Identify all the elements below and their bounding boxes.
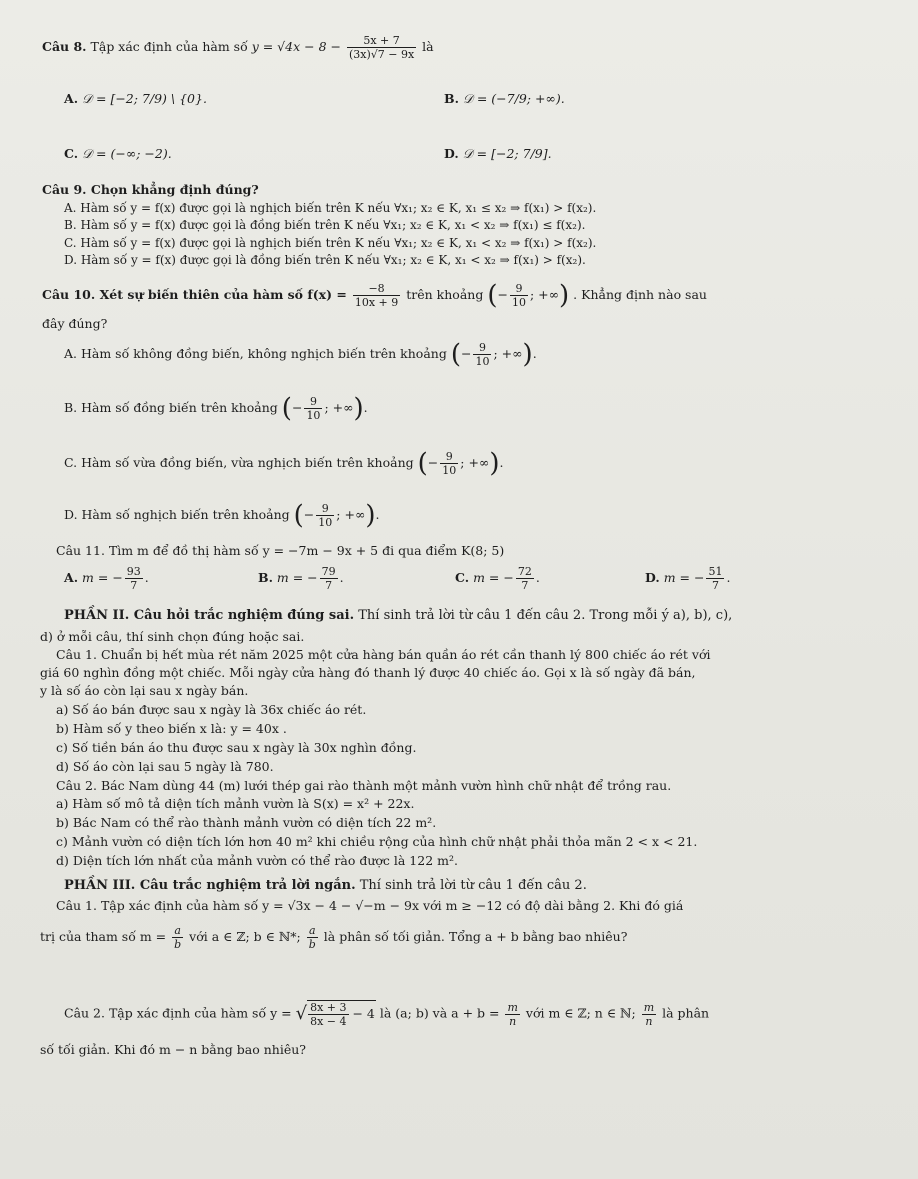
q10-c-den: 10 [442, 464, 457, 477]
part3-q1-suffix: là phân số tối giản. Tổng a + b bằng bao nhiêu? [323, 929, 628, 944]
part3-q1-frac-num: a [172, 924, 183, 938]
q10-option-d[interactable]: D. Hàm số nghịch biến trên khoảng (− $\frac{9}{10}$ ; +∞). [64, 500, 380, 531]
q8-frac-num: 5x + 7 [347, 34, 416, 48]
part2-q1-statement-d[interactable]: d) Số áo còn lại sau 5 ngày là 780. [56, 759, 274, 774]
q8-option-a[interactable] [64, 91, 207, 107]
q10-interval-frac [510, 282, 528, 309]
q10-d-right: ; +∞ [336, 507, 366, 522]
q11-a-label: A. [64, 570, 79, 585]
part3-q2-sqrt-tail: − 4 [352, 1006, 375, 1021]
q8-text: Tập xác định của hàm số [90, 39, 248, 54]
part3-q2-line2: số tối giản. Khi đó m − n bằng bao nhiêu? [40, 1042, 306, 1057]
q8-option-b-label: B. [444, 91, 459, 106]
q11-option-a[interactable]: A. m = − $\frac{93}{7}$ . [64, 565, 149, 592]
q10-c-sign: − [427, 455, 439, 470]
part2-q2-statement-c[interactable]: c) Mảnh vườn có diện tích lớn hơn 40 m² khi chiều rộng của hình chữ nhật phải thỏa mãn 2 < x < 21. [56, 834, 698, 849]
part2-q2-statement-b[interactable]: b) Bác Nam có thể rào thành mảnh vườn có diện tích 22 m². [56, 815, 437, 830]
q11-a-den: 7 [130, 579, 138, 592]
q10-b-sign: − [291, 400, 303, 415]
q11-stem: Câu 11. Tìm m để đồ thị hàm số y = −7m − 9x + 5 đi qua điểm K(8; 5) [56, 543, 505, 558]
q8-option-d[interactable] [444, 146, 552, 162]
q8-option-d-text: 𝒟 = [−2; 7/9]. [462, 146, 552, 161]
q10-option-b-text: B. Hàm số đồng biến trên khoảng [64, 400, 278, 415]
q10-interval-right: ; +∞ [529, 287, 560, 302]
part3-q2-sqrt-den: 8x − 4 [310, 1015, 347, 1028]
q10-d-den: 10 [318, 516, 333, 529]
q10-option-d-text: D. Hàm số nghịch biến trên khoảng [64, 507, 290, 522]
q11-b-label: B. [258, 570, 273, 585]
q8-option-d-label: D. [444, 146, 459, 161]
q10-option-a-text: A. Hàm số không đồng biến, không nghịch biến trên khoảng [64, 346, 447, 361]
q11-d-num: 51 [708, 565, 723, 578]
q8-option-c[interactable] [64, 146, 172, 162]
part3-q1-frac2-den: b [308, 938, 316, 951]
q11-b-pre: m = − [276, 570, 318, 585]
part2-q1-statement-c[interactable]: c) Số tiền bán áo thu được sau x ngày là 30x nghìn đồng. [56, 740, 417, 755]
q9-stem: Câu 9. Chọn khẳng định đúng? [42, 182, 259, 197]
q9-option-c[interactable]: C. Hàm số y = f(x) được gọi là nghịch biến trên K nếu ∀x₁; x₂ ∈ K, x₁ < x₂ ⇒ f(x₁) > f(x₂). [64, 236, 597, 250]
part3-heading [64, 878, 587, 894]
part2-heading [64, 608, 732, 624]
q8-option-b[interactable] [444, 91, 565, 107]
part2-q2-statement-d[interactable]: d) Diện tích lớn nhất của mảnh vườn có thể rào được là 122 m². [56, 853, 458, 868]
q10-stem [42, 282, 707, 309]
q10-a-sign: − [460, 346, 472, 361]
part3-q2-mid: là (a; b) và a + b = [379, 1005, 500, 1021]
part3-q1-frac2-num: a [307, 924, 318, 938]
q10-frac-den: 10x + 9 [354, 296, 399, 309]
part3-q2-prefix: Câu 2. Tập xác định của hàm số y = [64, 1005, 292, 1021]
q8-frac-den: (3x)√7 − 9x [348, 48, 415, 61]
q10-open-paren: ( [487, 280, 498, 311]
part2-q1-statement-b[interactable]: b) Hàm số y theo biến x là: y = 40x . [56, 721, 287, 736]
q10-interval-den: 10 [511, 296, 526, 309]
q8-option-c-label: C. [64, 146, 79, 161]
part3-q2-sqrt-num: 8x + 3 [310, 1001, 347, 1014]
part2-heading-line2: d) ở mỗi câu, thí sinh chọn đúng hoặc sai. [40, 629, 305, 644]
part2-q1-line3: y là số áo còn lại sau x ngày bán. [40, 683, 249, 698]
q10-option-a[interactable]: A. Hàm số không đồng biến, không nghịch biến trên khoảng (− $\frac{9}{10}$ ; +∞). [64, 339, 537, 370]
q10-option-b[interactable]: B. Hàm số đồng biến trên khoảng (− $\frac{9}{10}$ ; +∞). [64, 393, 368, 424]
part2-q1-statement-a[interactable]: a) Số áo bán được sau x ngày là 36x chiếc áo rét. [56, 702, 367, 717]
q11-d-label: D. [645, 570, 660, 585]
q11-c-pre: m = − [473, 570, 514, 585]
part2-instructions: Thí sinh trả lời từ câu 1 đến câu 2. Trong mỗi ý a), b), c), [358, 608, 733, 623]
part3-q2-suffix: là phân [662, 1005, 710, 1021]
q10-close-paren: ) [559, 280, 570, 311]
q10-b-right: ; +∞ [324, 400, 354, 415]
part3-q1-frac-den: b [174, 938, 182, 951]
q8-label: Câu 8. [42, 39, 87, 54]
q11-c-num: 72 [517, 565, 532, 578]
part3-q1-conditions: với a ∈ ℤ; b ∈ ℕ*; [189, 929, 301, 944]
part3-q2-frac2-den: n [645, 1014, 653, 1028]
q10-a-right: ; +∞ [493, 346, 523, 361]
part3-instructions: Thí sinh trả lời từ câu 1 đến câu 2. [359, 878, 587, 893]
q8-option-c-text: 𝒟 = (−∞; −2). [82, 146, 172, 161]
q10-a-num: 9 [473, 341, 491, 355]
q10-a-den: 10 [475, 355, 490, 368]
part3-q1-prefix: trị của tham số m = [40, 929, 167, 944]
part2-title: PHẦN II. Câu hỏi trắc nghiệm đúng sai. [64, 608, 355, 623]
q10-stem-text: Câu 10. Xét sự biến thiên của hàm số f(x) = [42, 287, 347, 302]
part3-q2-frac-num: m [507, 1000, 518, 1014]
q8-fraction [347, 34, 416, 61]
part2-q1-line2: giá 60 nghìn đồng một chiếc. Mỗi ngày cửa hàng đó thanh lý được 40 chiếc áo. Gọi x là số ngày đã bán, [40, 665, 696, 680]
q11-b-den: 7 [325, 579, 333, 592]
q10-b-den: 10 [306, 409, 321, 422]
q11-option-b[interactable]: B. m = − $\frac{79}{7}$ . [258, 565, 344, 592]
q11-c-den: 7 [521, 579, 529, 592]
q8-option-b-text: 𝒟 = (−7/9; +∞). [462, 91, 565, 106]
q10-option-c[interactable]: C. Hàm số vừa đồng biến, vừa nghịch biến trên khoảng (− $\frac{9}{10}$ ; +∞). [64, 448, 504, 479]
q9-option-b[interactable]: B. Hàm số y = f(x) được gọi là đồng biến trên K nếu ∀x₁; x₂ ∈ K, x₁ < x₂ ⇒ f(x₁) ≤ f(x₂). [64, 218, 586, 232]
q10-stem-line2: đây đúng? [42, 316, 108, 331]
part3-q2-line1: Câu 2. Tập xác định của hàm số y = √ $\frac{8x + 3}{8x - 4}$ − 4 là (a; b) và a + b = $\frac{m}{n}$ với m ∈ ℤ; n ∈ ℕ; $\frac{m}{n}$ là phân [64, 1000, 710, 1028]
q8-func: y = √4x − 8 − [251, 39, 341, 54]
q10-fraction [353, 282, 400, 309]
part2-q2-line1: Câu 2. Bác Nam dùng 44 (m) lưới thép gai rào thành một mảnh vườn hình chữ nhật để trồng rau. [56, 778, 672, 793]
part3-q2-frac2-num: m [643, 1000, 655, 1014]
q9-option-d[interactable]: D. Hàm số y = f(x) được gọi là đồng biến trên K nếu ∀x₁; x₂ ∈ K, x₁ < x₂ ⇒ f(x₁) > f(x₂). [64, 253, 586, 267]
q9-option-a[interactable]: A. Hàm số y = f(x) được gọi là nghịch biến trên K nếu ∀x₁; x₂ ∈ K, x₁ ≤ x₂ ⇒ f(x₁) > f(x₂). [64, 201, 597, 215]
q11-d-den: 7 [711, 579, 719, 592]
q11-d-pre: m = − [663, 570, 705, 585]
q10-stem-end: . Khẳng định nào sau [573, 287, 707, 302]
q11-b-num: 79 [321, 565, 336, 578]
q11-c-label: C. [455, 570, 470, 585]
q11-option-c[interactable]: C. m = − $\frac{72}{7}$ . [455, 565, 540, 592]
q10-interval-num: 9 [510, 282, 528, 296]
q10-d-sign: − [303, 507, 315, 522]
q10-c-right: ; +∞ [460, 455, 490, 470]
q10-option-c-text: C. Hàm số vừa đồng biến, vừa nghịch biến trên khoảng [64, 455, 414, 470]
part3-q1-line1: Câu 1. Tập xác định của hàm số y = √3x − 4 − √−m − 9x với m ≥ −12 có độ dài bằng 2. Khi đó giá [56, 898, 684, 913]
q11-a-pre: m = − [82, 570, 123, 585]
part3-q1-line2 [40, 924, 627, 951]
q8-end: là [422, 39, 434, 54]
q8-option-a-text: 𝒟 = [−2; 7/9) \ {0}. [82, 91, 207, 106]
part3-q2-conditions: với m ∈ ℤ; n ∈ ℕ; [525, 1005, 636, 1021]
q8-stem [42, 34, 434, 61]
q11-option-d[interactable]: D. m = − $\frac{51}{7}$ . [645, 565, 731, 592]
q10-stem-mid: trên khoảng [406, 287, 484, 302]
part2-q1-line1: Câu 1. Chuẩn bị hết mùa rét năm 2025 một cửa hàng bán quần áo rét cần thanh lý 800 chiếc áo rét với [56, 647, 711, 662]
part3-title: PHẦN III. Câu trắc nghiệm trả lời ngắn. [64, 878, 356, 893]
q10-b-num: 9 [304, 395, 322, 409]
part3-q2-radicand [307, 1000, 376, 1028]
q11-a-num: 93 [126, 565, 141, 578]
q8-option-a-label: A. [64, 91, 79, 106]
part3-q2-frac-den: n [509, 1014, 517, 1028]
q10-c-num: 9 [440, 450, 458, 464]
part2-q2-statement-a[interactable]: a) Hàm số mô tả diện tích mảnh vườn là S(x) = x² + 22x. [56, 796, 415, 811]
q10-interval-sign: − [497, 287, 508, 302]
q10-d-num: 9 [316, 502, 334, 516]
q10-frac-num: −8 [353, 282, 400, 296]
